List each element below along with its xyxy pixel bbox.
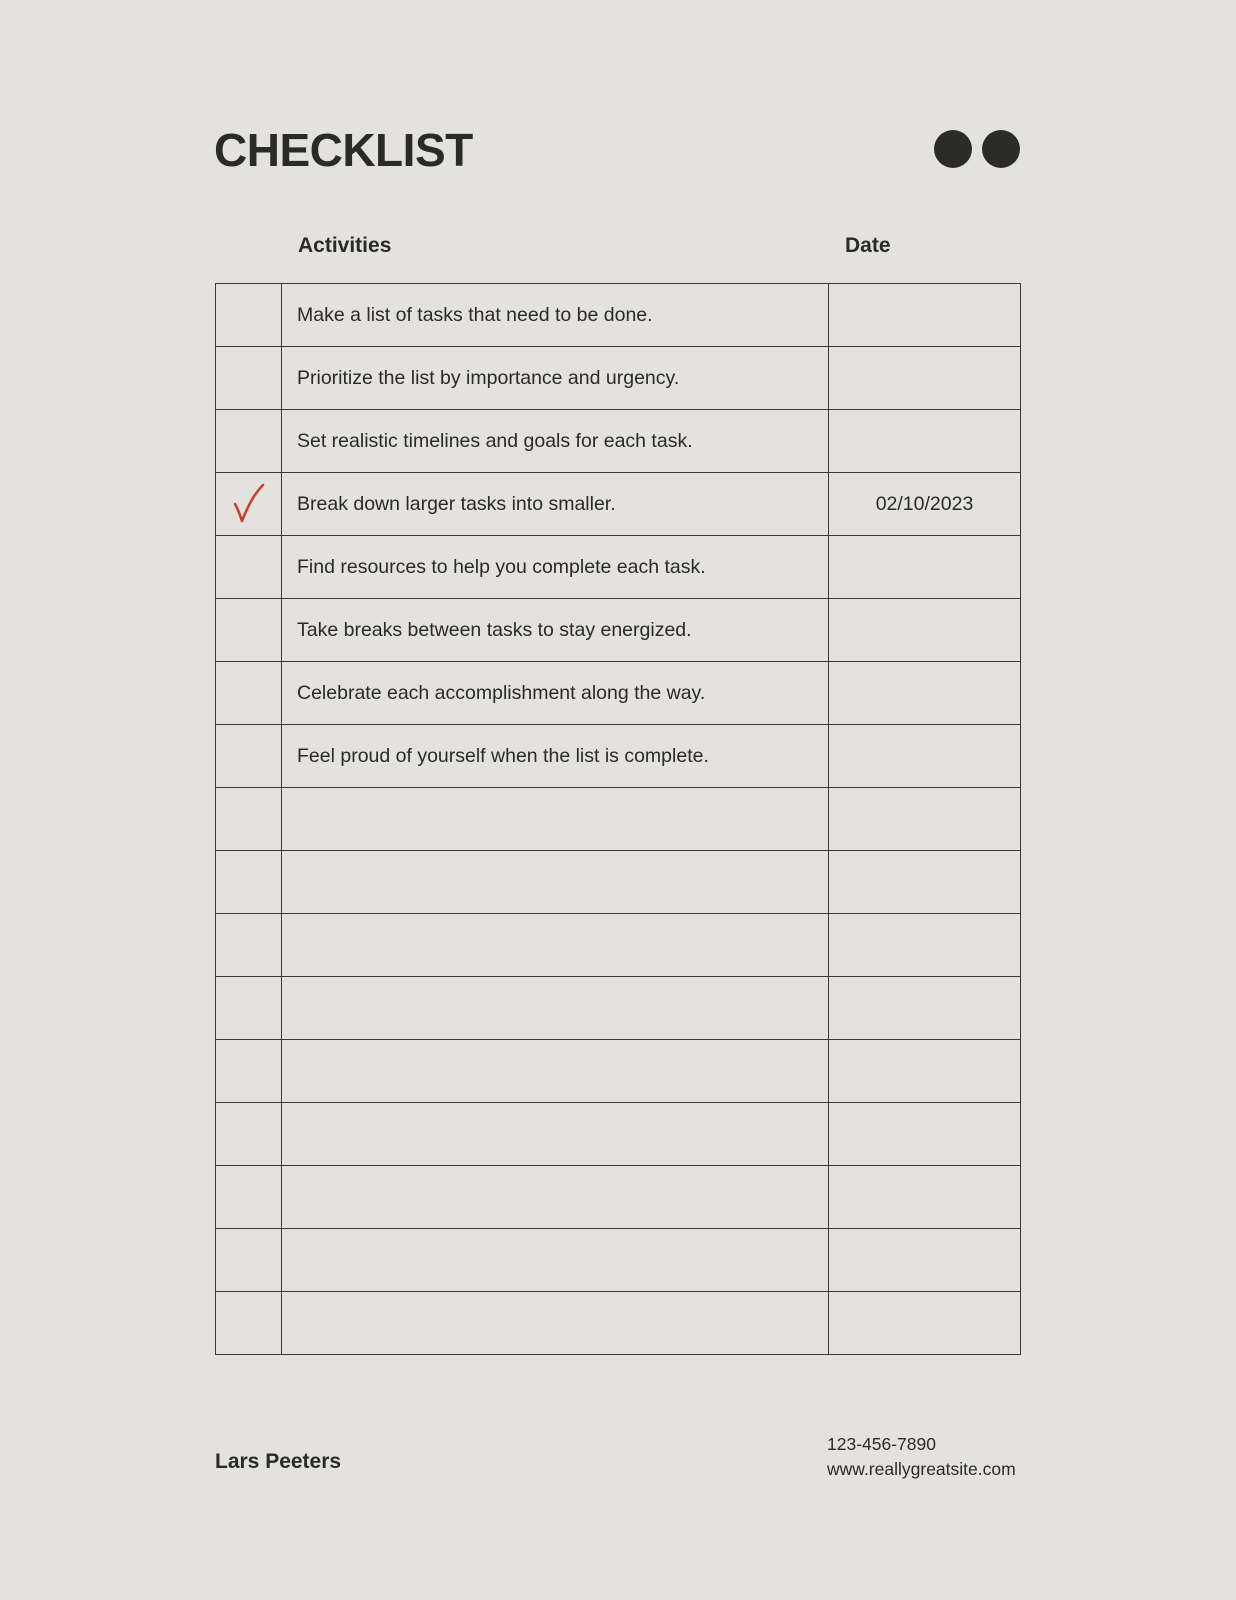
activity-cell[interactable]: Prioritize the list by importance and urgency. [282, 347, 829, 410]
table-row [216, 410, 1021, 473]
table-row [216, 977, 1021, 1040]
checkbox-cell[interactable] [216, 914, 282, 977]
checkbox-cell[interactable] [216, 662, 282, 725]
checkbox-cell[interactable] [216, 851, 282, 914]
date-cell[interactable] [829, 1229, 1021, 1292]
table-row [216, 1040, 1021, 1103]
checkbox-cell[interactable] [216, 977, 282, 1040]
activity-cell[interactable]: Set realistic timelines and goals for each task. [282, 410, 829, 473]
activity-cell[interactable] [282, 1229, 829, 1292]
date-cell[interactable] [829, 1040, 1021, 1103]
checkbox-cell[interactable] [216, 1103, 282, 1166]
table-row [216, 1292, 1021, 1355]
table-row [216, 1166, 1021, 1229]
date-cell[interactable] [829, 410, 1021, 473]
activity-cell[interactable] [282, 914, 829, 977]
circle-icon [982, 130, 1020, 168]
checkbox-cell[interactable] [216, 284, 282, 347]
table-row [216, 599, 1021, 662]
table-row [216, 725, 1021, 788]
date-cell[interactable] [829, 1292, 1021, 1355]
table-row [216, 473, 1021, 536]
table-row [216, 284, 1021, 347]
date-cell[interactable] [829, 788, 1021, 851]
table-row [216, 347, 1021, 410]
date-cell[interactable] [829, 1166, 1021, 1229]
contact-info [827, 1432, 1016, 1482]
table-row [216, 851, 1021, 914]
decorative-dots [934, 130, 1020, 168]
checkbox-cell[interactable] [216, 347, 282, 410]
table-row [216, 662, 1021, 725]
activity-cell[interactable] [282, 788, 829, 851]
date-cell[interactable] [829, 977, 1021, 1040]
activity-cell[interactable]: Take breaks between tasks to stay energized. [282, 599, 829, 662]
checkbox-cell[interactable] [216, 788, 282, 851]
activity-cell[interactable]: Find resources to help you complete each task. [282, 536, 829, 599]
checkbox-cell[interactable] [216, 1292, 282, 1355]
table-row [216, 914, 1021, 977]
phone-number: 123-456-7890 [827, 1434, 936, 1454]
activity-cell[interactable]: Feel proud of yourself when the list is complete. [282, 725, 829, 788]
website-link[interactable]: www.reallygreatsite.com [827, 1459, 1016, 1479]
page-title: CHECKLIST [214, 124, 473, 176]
checkbox-cell[interactable] [216, 1040, 282, 1103]
author-name: Lars Peeters [215, 1450, 342, 1473]
checkbox-cell[interactable] [216, 1166, 282, 1229]
activity-cell[interactable] [282, 1166, 829, 1229]
date-cell[interactable] [829, 914, 1021, 977]
activities-column-header: Activities [298, 234, 392, 257]
table-row [216, 1103, 1021, 1166]
activity-cell[interactable]: Celebrate each accomplishment along the way. [282, 662, 829, 725]
table-row [216, 536, 1021, 599]
activity-cell[interactable] [282, 1040, 829, 1103]
date-cell[interactable] [829, 1103, 1021, 1166]
date-cell[interactable] [829, 662, 1021, 725]
table-row [216, 1229, 1021, 1292]
date-cell[interactable]: 02/10/2023 [829, 473, 1021, 536]
checkbox-cell[interactable] [216, 599, 282, 662]
activity-cell[interactable] [282, 977, 829, 1040]
checkbox-cell[interactable] [216, 536, 282, 599]
date-cell[interactable] [829, 284, 1021, 347]
table-row [216, 788, 1021, 851]
date-cell[interactable] [829, 536, 1021, 599]
date-cell[interactable] [829, 599, 1021, 662]
date-cell[interactable] [829, 725, 1021, 788]
checkbox-cell[interactable] [216, 725, 282, 788]
circle-icon [934, 130, 972, 168]
checkbox-cell[interactable] [216, 410, 282, 473]
activity-cell[interactable]: Make a list of tasks that need to be done. [282, 284, 829, 347]
activity-cell[interactable] [282, 1292, 829, 1355]
checkbox-cell[interactable] [216, 473, 282, 536]
date-cell[interactable] [829, 347, 1021, 410]
checklist-table [215, 283, 1021, 1355]
checkmark-icon [231, 482, 267, 526]
activity-cell[interactable]: Break down larger tasks into smaller. [282, 473, 829, 536]
activity-cell[interactable] [282, 851, 829, 914]
checkbox-cell[interactable] [216, 1229, 282, 1292]
date-column-header: Date [845, 234, 891, 257]
date-cell[interactable] [829, 851, 1021, 914]
activity-cell[interactable] [282, 1103, 829, 1166]
